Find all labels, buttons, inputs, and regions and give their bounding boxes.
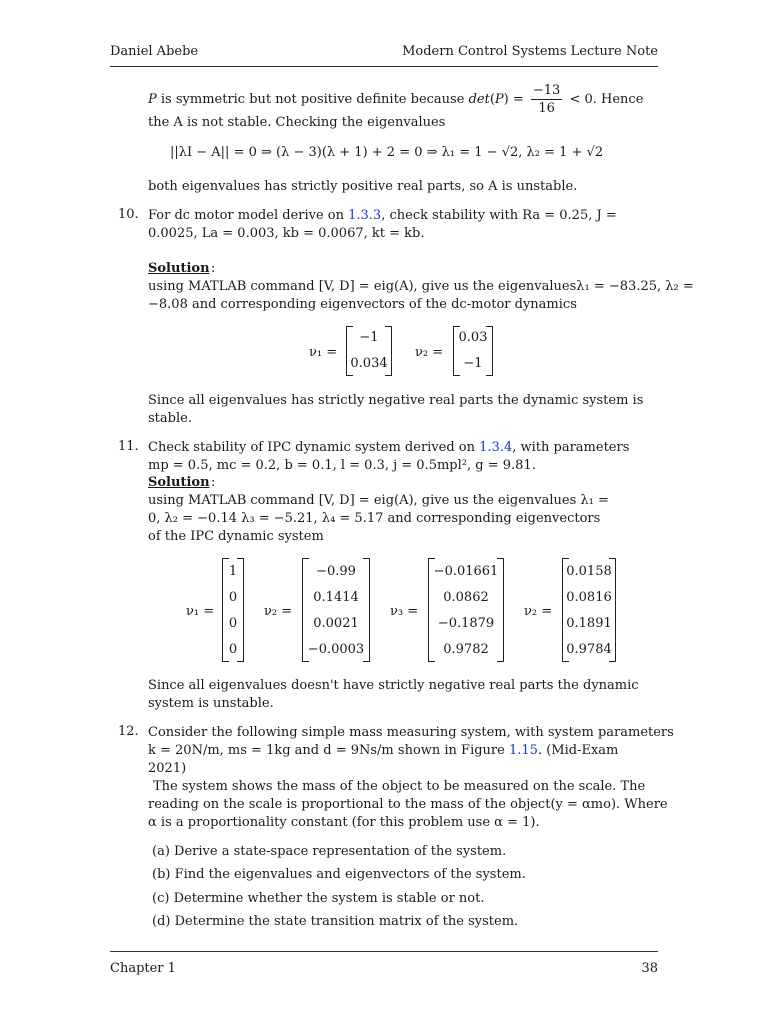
q12-item-d: (d) Determine the state transition matrix of the system. [152, 914, 519, 929]
q10-number: 10. [118, 207, 139, 222]
eigen-equation: ||λI − A|| = 0 ⇒ (λ − 3)(λ + 1) + 2 = 0 ⇒ λ₁ = 1 − √2, λ₂ = 1 + √2 [170, 145, 604, 160]
q11-sol-line2: 0, λ₂ = −0.14 λ₃ = −5.21, λ₄ = 5.17 and corresponding eigenvectors [148, 511, 601, 526]
q10-sol-line2: −8.08 and corresponding eigenvectors of the dc-motor dynamics [148, 297, 577, 312]
p-symmetric-line1: P is symmetric but not positive definite because det(P) = $\frac{-13}{16}$ < 0. Hence [148, 83, 644, 116]
q11-v1-label: ν₁ = [186, 604, 215, 619]
q12-para-3: α is a proportionality constant (for this problem use α = 1). [148, 815, 540, 830]
q11-solution-heading: Solution [148, 475, 210, 490]
q10-v1-label: ν₁ = [309, 345, 338, 360]
fraction: $\frac{-13}{16}$ [532, 83, 561, 116]
footer-chapter: Chapter 1 [110, 961, 176, 976]
page-header [110, 44, 658, 64]
q10-line1: For dc motor model derive on 1.3.3, check stability with Ra = 0.25, J = [148, 208, 617, 223]
q12-para-2: reading on the scale is proportional to the mass of the object(y = αmo). Where [148, 797, 668, 812]
q11-sol-line1: using MATLAB command [V, D] = eig(A), give us the eigenvalues λ₁ = [148, 493, 609, 508]
q10-conclusion-2: stable. [148, 411, 192, 426]
q12-item-a: (a) Derive a state-space representation of the system. [152, 844, 507, 859]
q11-conclusion-2: system is unstable. [148, 696, 274, 711]
q11-conclusion-1: Since all eigenvalues doesn't have strictly negative real parts the dynamic [148, 678, 639, 693]
q12-number: 12. [118, 724, 139, 739]
q11-number: 11. [118, 439, 139, 454]
q11-sol-line3: of the IPC dynamic system [148, 529, 324, 544]
q11-line1: Check stability of IPC dynamic system derived on 1.3.4, with parameters [148, 440, 630, 455]
q12-figure-link[interactable]: 1.15 [508, 743, 538, 758]
q11-v4-label: ν₂ = [524, 604, 553, 619]
q12-line2: k = 20N/m, ms = 1kg and d = 9Ns/m shown in Figure 1.15. (Mid-Exam [148, 743, 619, 758]
q11-line2: mp = 0.5, mc = 0.2, b = 0.1, l = 0.3, j = 0.5mpl², g = 9.81. [148, 458, 536, 473]
q10-v1-vector: −1 0.034 [346, 326, 392, 376]
q12-line1: Consider the following simple mass measuring system, with system parameters [148, 725, 674, 740]
header-author: Daniel Abebe [110, 44, 199, 59]
header-rule [110, 66, 658, 67]
both-eigs-text: both eigenvalues has strictly positive real parts, so A is unstable. [148, 179, 578, 194]
q12-item-b: (b) Find the eigenvalues and eigenvectors of the system. [152, 867, 526, 882]
q11-v3-label: ν₃ = [390, 604, 419, 619]
q12-line3: 2021) [148, 761, 187, 776]
q10-v2-vector: 0.03 −1 [453, 326, 493, 376]
q10-ref-link[interactable]: 1.3.3 [348, 208, 382, 223]
q11-v4-vector: 0.0158 0.0816 0.1891 0.9784 [562, 558, 616, 662]
q10-line2: 0.0025, La = 0.003, kb = 0.0067, kt = kb. [148, 226, 425, 241]
q10-solution-heading: Solution [148, 261, 210, 276]
q10-v2-label: ν₂ = [415, 345, 444, 360]
q11-v1-vector: 1 0 0 0 [222, 558, 244, 662]
q12-para-1: The system shows the mass of the object to be measured on the scale. The [153, 779, 646, 794]
q10-sol-line1: using MATLAB command [V, D] = eig(A), give us the eigenvaluesλ₁ = −83.25, λ₂ = [148, 279, 694, 294]
q11-v3-vector: −0.01661 0.0862 −0.1879 0.9782 [428, 558, 504, 662]
q10-conclusion-1: Since all eigenvalues has strictly negative real parts the dynamic system is [148, 393, 644, 408]
footer-rule [110, 951, 658, 952]
q11-v2-vector: −0.99 0.1414 0.0021 −0.0003 [302, 558, 370, 662]
footer-page-number: 38 [641, 961, 658, 976]
q12-item-c: (c) Determine whether the system is stable or not. [152, 891, 485, 906]
header-title: Modern Control Systems Lecture Note [402, 44, 658, 59]
q11-v2-label: ν₂ = [264, 604, 293, 619]
q11-ref-link[interactable]: 1.3.4 [479, 440, 513, 455]
p-symmetric-line2: the A is not stable. Checking the eigenvalues [148, 115, 446, 130]
